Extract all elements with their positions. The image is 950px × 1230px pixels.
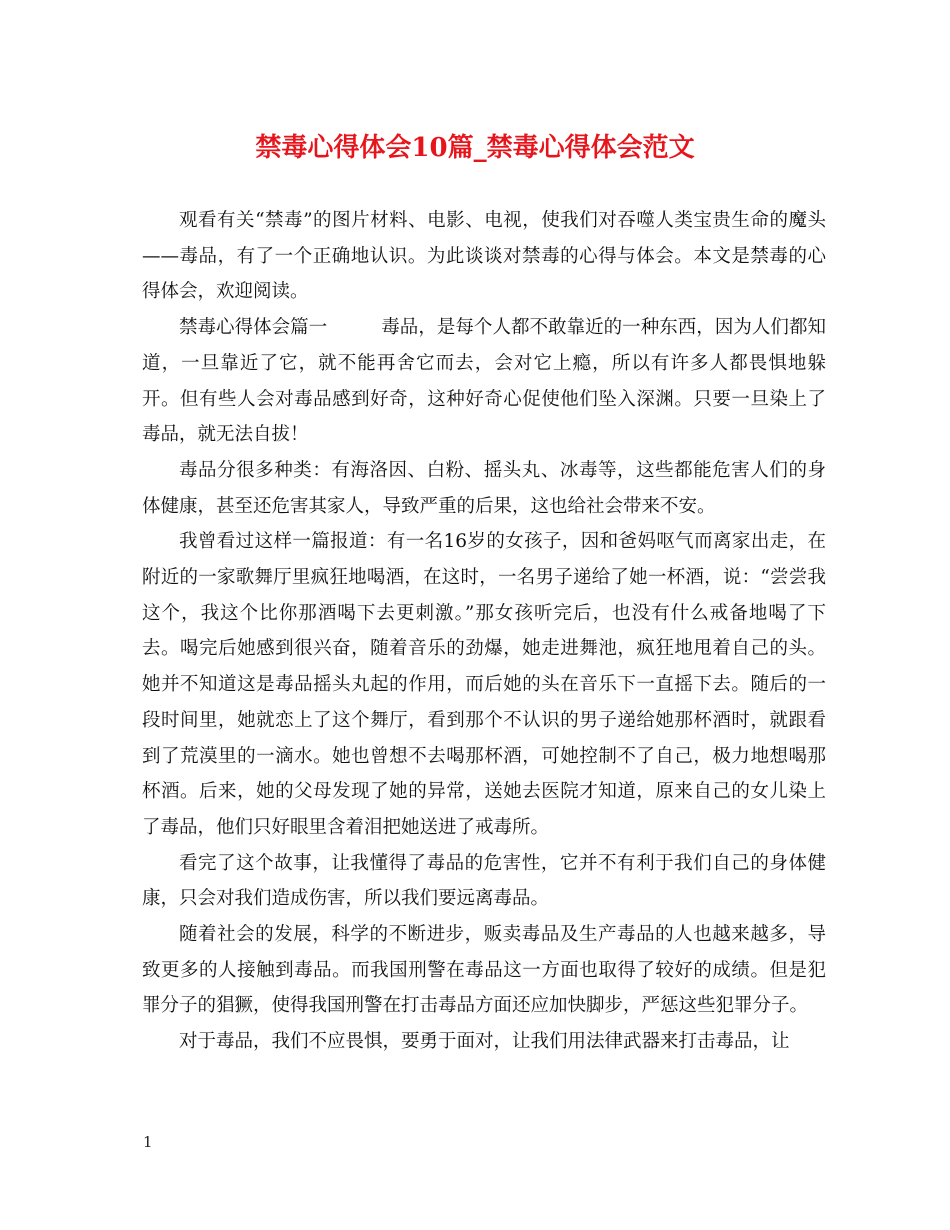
document-body — [142, 203, 826, 1060]
document-title: 禁毒心得体会10篇_禁毒心得体会范文 — [255, 133, 695, 163]
paragraph-section-one — [142, 310, 826, 453]
paragraph-intro: 观看有关“禁毒”的图片材料、电影、电视，使我们对吞噬人类宝贵生命的魔头——毒品，有了一个正确地认识。为此谈谈对禁毒的心得与体会。本文是禁毒的心得体会，欢迎阅读。 — [142, 210, 826, 303]
paragraph-society: 随着社会的发展，科学的不断进步，贩卖毒品及生产毒品的人也越来越多，导致更多的人接触到毒品。而我国刑警在毒品这一方面也取得了较好的成绩。但是犯罪分子的猖獗，使得我国刑警在打击毒品方面还应加快脚步，严惩这些犯罪分子。 — [142, 924, 826, 1017]
section-one-text: 毒品，是每个人都不敢靠近的一种东西，因为人们都知道，一旦靠近了它，就不能再舍它而去，会对它上瘾，所以有许多人都畏惧地躲开。但有些人会对毒品感到好奇，这种好奇心促使他们坠入深渊。只要一旦染上了毒品，就无法自拔！ — [142, 317, 826, 446]
paragraph-drug-types: 毒品分很多种类：有海洛因、白粉、摇头丸、冰毒等，这些都能危害人们的身体健康，甚至还危害其家人，导致严重的后果，这也给社会带来不安。 — [142, 459, 826, 517]
paragraph-closing: 对于毒品，我们不应畏惧，要勇于面对，让我们用法律武器来打击毒品，让 — [179, 1031, 790, 1053]
paragraph-story: 我曾看过这样一篇报道：有一名16岁的女孩子，因和爸妈呕气而离家出走，在附近的一家歌舞厅里疯狂地喝酒，在这时，一名男子递给了她一杯酒，说：“尝尝我这个，我这个比你那酒喝下去更刺激。”那女孩听完后，也没有什么戒备地喝了下去。喝完后她感到很兴奋，随着音乐的劲爆，她走进舞池，疯狂地甩着自己的头。她并不知道这是毒品摇头丸起的作用，而后她的头在音乐下一直摇下去。随后的一段时间里，她就恋上了这个舞厅，看到那个不认识的男子递给她那杯酒时，就跟看到了荒漠里的一滴水。她也曾想不去喝那杯酒，可她控制不了自己，极力地想喝那杯酒。后来，她的父母发现了她的异常，送她去医院才知道，原来自己的女儿染上了毒品，他们只好眼里含着泪把她送进了戒毒所。 — [142, 531, 826, 838]
section-one-heading: 禁毒心得体会篇一 — [179, 317, 328, 339]
paragraph-lesson: 看完了这个故事，让我懂得了毒品的危害性，它并不有利于我们自己的身体健康，只会对我们造成伤害，所以我们要远离毒品。 — [142, 852, 826, 910]
page-number: 1 — [143, 1133, 153, 1151]
